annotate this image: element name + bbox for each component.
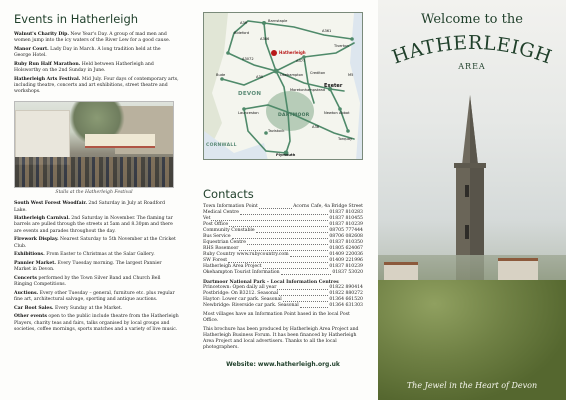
contact-phone: 01837 810455 [329, 216, 363, 221]
contacts-heading: Contacts [203, 187, 254, 201]
contact-name: Okehampton Tourist Information [203, 270, 280, 275]
dot-leader [281, 270, 332, 275]
event-name: Hatherleigh Arts Festival. [14, 76, 81, 82]
event-description: Lady Day in March. A long tradition held at the George Hotel. [14, 46, 161, 59]
event-item [14, 32, 179, 44]
contact-name: Town Information Point [203, 204, 258, 209]
events-heading: Events in Hatherleigh [14, 12, 139, 26]
event-description: 2nd Saturday in November. The flaming tar barrels are pulled through the streets at 5am and 8.30pm and there are events and parades throughout the day. [14, 216, 173, 234]
contact-phone: 01822 890414 [329, 285, 363, 290]
map-region-cornwall: CORNWALL [206, 143, 237, 148]
contact-phone: 01837 810239 [329, 264, 363, 269]
event-name: Ruby Run Half Marathon. [14, 61, 81, 67]
photo-caption: Stalls at the Hatherleigh Festival [55, 190, 133, 196]
map-region-dartmoor: DARTMOOR [278, 113, 310, 118]
event-name: Walnut's Charity Dip. [14, 32, 69, 37]
cover-house [498, 258, 538, 280]
location-map [203, 12, 363, 160]
contact-phone: 01409 221996 [329, 258, 363, 263]
contact-name: Community Constable [203, 228, 255, 233]
event-description: open to the public include theatre from the Hatherleigh Players, charity teas and fairs, talks organised by local groups and societies, coffee mornings, sports matches and a variety of live music. [14, 314, 179, 332]
dot-leader [283, 297, 329, 302]
event-description: performed by the Town Silver Band and Church Bell Ringing Competitions. [14, 275, 161, 288]
map-label-crediton: Crediton [310, 71, 326, 75]
event-description: Every Sunday at the Market. [53, 305, 123, 311]
events-panel [0, 0, 189, 400]
event-item [14, 237, 179, 249]
dot-leader [239, 246, 328, 251]
event-item [14, 276, 179, 288]
map-label-torquay: Torquay [338, 137, 353, 141]
map-label-barnstaple: Barnstaple [268, 19, 288, 23]
contact-phone: 01364 631303 [329, 303, 363, 308]
map-road-a386: A386 [260, 37, 270, 41]
contact-phone: 01837 810239 [329, 222, 363, 227]
dot-leader [229, 222, 328, 227]
events-list-bottom [14, 201, 179, 333]
map-label-tiverton: Tiverton [334, 44, 349, 48]
dot-leader [247, 240, 328, 245]
dot-leader [300, 303, 329, 308]
dot-leader [263, 264, 329, 269]
event-description: 2nd Saturday in July at Roadford Lake. [14, 201, 166, 213]
contact-name: Princetown: Open daily all year [203, 285, 277, 290]
event-item [14, 291, 179, 303]
map-road-a3072: A3072 [242, 57, 254, 61]
contacts-list [203, 204, 368, 276]
event-item [14, 216, 179, 235]
hatherleigh-marker [271, 50, 277, 56]
contact-name: SW Forest [203, 258, 228, 263]
map-label-moretonhampstead: Moretonhampstead [290, 88, 326, 92]
event-item [14, 62, 179, 74]
event-name: Pannier Market. [14, 260, 56, 266]
map-label-newton-abbot: Newton Abbot [324, 111, 350, 115]
event-item [14, 306, 179, 312]
cover-panel [378, 0, 566, 400]
contacts-panel [189, 0, 378, 400]
event-name: South West Forest Woodfair. [14, 201, 87, 207]
credits-text: This brochure has been produced by Hatherleigh Area Project and Hatherleigh Business Forum. It has been financed by Hatherleigh Area Project and local advertisers. Thanks to all the local photographers. [203, 327, 359, 350]
event-name: Firework Display. [14, 237, 59, 243]
dot-leader [240, 210, 328, 215]
festival-photo [14, 101, 174, 188]
contact-name: Bus Service [203, 234, 231, 239]
map-road-a361: A361 [322, 29, 332, 33]
dot-leader [277, 285, 328, 290]
contact-name: RHS Rosemoor [203, 246, 239, 251]
dot-leader [279, 291, 328, 296]
dot-leader [256, 228, 329, 233]
event-description: Every other Tuesday – general, furniture etc. plus regular fine art, architectural salvage, sporting and antique auctions. [14, 290, 175, 302]
map-road-a30: A30 [256, 75, 264, 79]
event-item [14, 77, 179, 96]
svg-text:HATHERLEIGH: HATHERLEIGH [389, 31, 555, 69]
event-description: Every Tuesday morning. The largest Pannier Market in Devon. [14, 260, 162, 273]
event-name: Exhibitions. [14, 252, 45, 258]
contact-phone: 01822 880272 [329, 291, 363, 296]
map-label-launceston: Launceston [238, 111, 259, 115]
cover-tagline: The Jewel in the Heart of Devon [406, 381, 538, 390]
contact-row [203, 303, 363, 309]
map-region-devon: DEVON [238, 91, 262, 97]
dot-leader [228, 258, 328, 263]
dot-leader [290, 252, 329, 257]
map-road-a38: A38 [312, 125, 320, 129]
event-item [14, 201, 179, 213]
map-label-okehampton: Okehampton [280, 73, 304, 77]
map-road-a377: A377 [296, 59, 306, 63]
dot-leader [232, 234, 329, 239]
map-label-exeter: Exeter [324, 83, 343, 89]
contact-phone: 01837 810283 [329, 210, 363, 215]
contact-name: Postbridge: On B3212. Seasonal [203, 291, 279, 296]
map-label-tavistock: Tavistock [268, 129, 285, 133]
contact-phone: 01409 220036 [329, 252, 363, 257]
contact-name: Post Office [203, 222, 229, 227]
contact-phone: 01364 661520 [329, 297, 363, 302]
contact-phone: 01805 624067 [329, 246, 363, 251]
map-label-plymouth: Plymouth [276, 153, 296, 157]
event-item [14, 314, 179, 333]
event-item [14, 261, 179, 273]
cover-welcome: Welcome to the [421, 12, 523, 27]
event-item [14, 47, 179, 59]
event-item [14, 252, 179, 258]
dartmoor-heading: Dartmoor National Park – Local Information Centres [203, 280, 339, 285]
event-name: Manor Court. [14, 46, 49, 52]
map-label-bude: Bude [216, 73, 226, 77]
dot-leader [211, 216, 328, 221]
website-link[interactable]: Website: www.hatherleigh.org.uk [226, 361, 340, 368]
event-description: Nearest Saturday to 5th November at the Cricket Club. [14, 237, 176, 249]
contact-name: Haytor: Lower car park. Seasonal [203, 297, 282, 302]
contact-name: Hatherleigh Area Project [203, 264, 262, 269]
event-name: Hatherleigh Carnival. [14, 216, 70, 222]
contact-phone: 08705 777444 [329, 228, 363, 233]
map-road-a39: A39 [240, 21, 248, 25]
contact-name: Newbridge: Riverside car park. Seasonal [203, 303, 299, 308]
contact-row [203, 270, 363, 276]
map-label-bideford: Bideford [234, 31, 250, 35]
village-note: Most villages have an Information Point based in the local Post Office. [203, 312, 350, 323]
contact-phone: 01837 53020 [332, 270, 363, 275]
event-description: From Easter to Christmas at the Salar Gallery. [44, 252, 155, 258]
map-label-m5: M5 [348, 73, 354, 77]
contact-phone: 01837 810350 [329, 240, 363, 245]
contact-name: Medical Centre [203, 210, 240, 215]
cover-area: AREA [458, 62, 486, 71]
event-name: Other events [14, 314, 47, 320]
contact-phone: Acorns Cafe, 4a Bridge Street [293, 204, 363, 209]
event-name: Auctions. [14, 290, 39, 296]
dartmoor-list [203, 285, 368, 309]
events-list-top [14, 32, 179, 95]
contact-phone: 08706 082608 [329, 234, 363, 239]
event-description: Mid July. Four days of contemporary arts, including theatre, concerts and art exhibitions, street theatre and workshops. [14, 76, 179, 95]
cover-house [384, 262, 418, 280]
map-label-hatherleigh: Hatherleigh [279, 50, 306, 55]
contact-name: Equestrian Centre [203, 240, 246, 245]
contact-name: Vet [203, 216, 211, 221]
event-name: Concerts [14, 275, 37, 281]
contact-name: Ruby Country www.rubycountry.com [203, 252, 289, 257]
dot-leader [259, 204, 292, 209]
event-name: Car Boot Sales. [14, 305, 54, 311]
event-description: Held between Hatherleigh and Holsworthy on the 2nd Sunday in June. [14, 61, 154, 74]
event-description: New Year's Day. A group of mad men and women jump into the icy waters of the River Lew for a good cause. [14, 32, 171, 44]
